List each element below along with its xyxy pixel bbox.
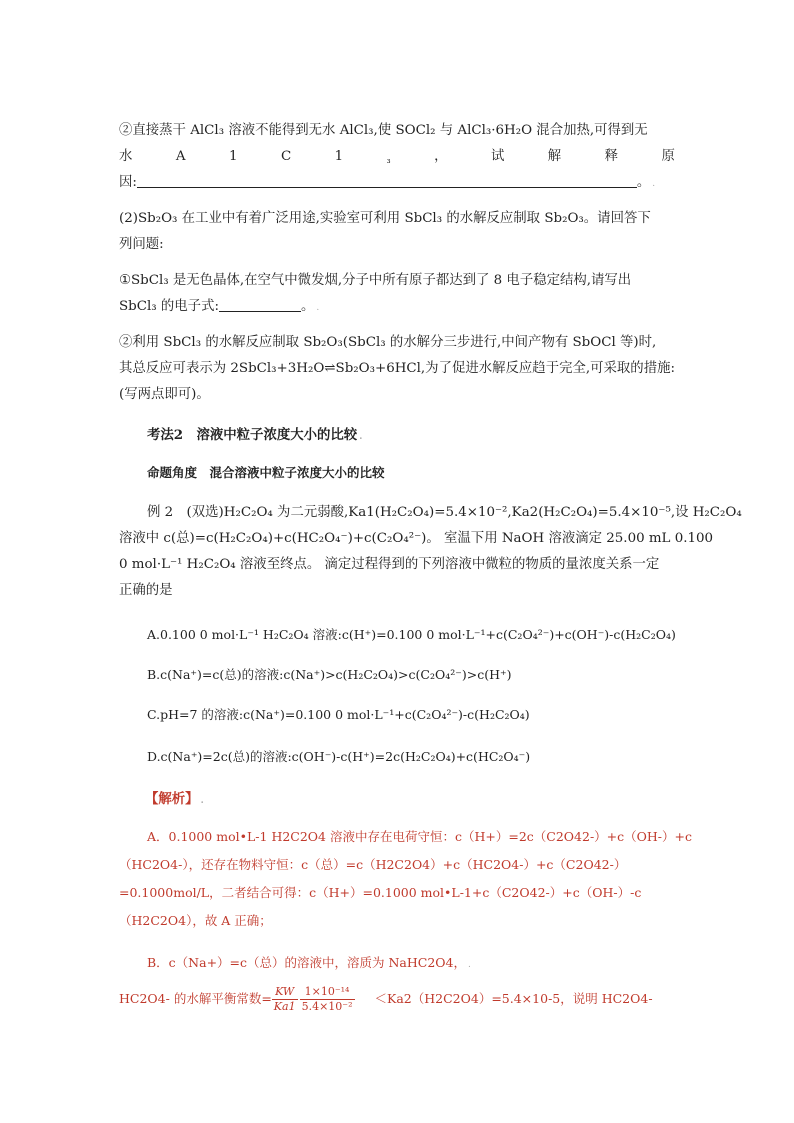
fraction-kw-ka1: $\frac{KW}{Ka1}$ (273, 985, 296, 1013)
spread-char: 释 (604, 149, 619, 164)
section-sb2o3-line2: 列问题: (119, 237, 164, 252)
example2-line2: 溶液中 c(总)=c(H₂C₂O₄)+c(HC₂O₄⁻)+c(C₂O₄²⁻)。 室温下用 NaOH 溶液滴定 25.00 mL 0.100 (119, 531, 714, 546)
fraction-values: $\frac{\text{1×10⁻¹⁴}}{\text{5.4×10⁻²}}$ (301, 985, 353, 1013)
answer-blank-electron-formula[interactable] (219, 297, 301, 312)
spread-char: ₃ (386, 155, 391, 166)
question-sbcl3-line1: ①SbCl₃ 是无色晶体,在空气中微发烟,分子中所有原子都达到了 8 电子稳定结构,请写出 (119, 273, 632, 288)
spread-char: 原 (661, 149, 675, 164)
analysis-b-line2: HC2O4- 的水解平衡常数= $\frac{KW}{Ka1}$ $\frac{\text{1×10⁻¹⁴}}{\text{5.4×10⁻²}}$ ＜Ka2（H2C2O4）=5.4×10-5，说明 HC2O4- (119, 985, 653, 1013)
option-c[interactable]: C.pH=7 的溶液:c(Na⁺)=0.100 0 mol·L⁻¹+c(C₂O₄²⁻)-c(H₂C₂O₄) (147, 707, 530, 722)
example2-line4: 正确的是 (119, 583, 173, 598)
spread-char: A (175, 149, 186, 164)
spread-char: 解 (547, 149, 562, 164)
option-d[interactable]: D.c(Na⁺)=2c(总)的溶液:c(OH⁻)-c(H⁺)=2c(H₂C₂O₄)+c(HC₂O₄⁻) (147, 749, 531, 764)
analysis-a-line4: （H2C2O4），故 A 正确； (119, 913, 272, 928)
question-alcl3-line3: 因: 。 . (119, 175, 656, 190)
spread-char: 试 (490, 149, 505, 164)
question-hydrolysis-line2: 其总反应可表示为 2SbCl₃+3H₂O⇌Sb₂O₃+6HCl,为了促进水解反应趋于完全,可采取的措施: (119, 361, 675, 376)
question-hydrolysis-line3: (写两点即可)。 (119, 387, 210, 402)
spread-char: 1 (334, 149, 344, 164)
spread-char: 1 (228, 149, 238, 164)
spread-char: ， (434, 149, 448, 164)
analysis-b-line1: B．c（Na+）=c（总）的溶液中，溶质为 NaHC2O4， . (147, 955, 471, 970)
section-sb2o3-line1: (2)Sb₂O₃ 在工业中有着广泛用途,实验室可利用 SbCl₃ 的水解反应制取 Sb₂O₃。请回答下 (119, 211, 651, 226)
analysis-a-line1: A．0.1000 mol•L-1 H2C2O4 溶液中存在电荷守恒：c（H+）=2c（C2O42-）+c（OH-）+c (147, 829, 693, 844)
question-alcl3-line2 (119, 144, 675, 170)
example2-line3: 0 mol·L⁻¹ H₂C₂O₄ 溶液至终点。 滴定过程得到的下列溶液中微粒的物质的量浓度关系一定 (119, 557, 660, 572)
question-alcl3-line1: ②直接蒸干 AlCl₃ 溶液不能得到无水 AlCl₃,使 SOCl₂ 与 AlCl₃·6H₂O 混合加热,可得到无 (119, 123, 648, 138)
question-hydrolysis-line1: ②利用 SbCl₃ 的水解反应制取 Sb₂O₃(SbCl₃ 的水解分三步进行,中间产物有 SbOCl 等)时, (119, 335, 657, 350)
analysis-a-line2: （HC2O4-），还存在物料守恒：c（总）=c（H2C2O4）+c（HC2O4-）+c（C2O42-） (119, 857, 627, 872)
option-b[interactable]: B.c(Na⁺)=c(总)的溶液:c(Na⁺)>c(H₂C₂O₄)>c(C₂O₄²⁻)>c(H⁺) (147, 667, 512, 682)
example2-line1: 例 2 (双选)H₂C₂O₄ 为二元弱酸,Ka1(H₂C₂O₄)=5.4×10⁻²,Ka2(H₂C₂O₄)=5.4×10⁻⁵,设 H₂C₂O₄ (147, 505, 742, 520)
analysis-tag: 【解析】 . (145, 791, 204, 807)
spread-char: 水 (119, 149, 133, 164)
analysis-a-line3: =0.1000mol/L，二者结合可得：c（H+）=0.1000 mol•L-1+c（C2O42-）+c（OH-）-c (119, 885, 642, 900)
heading-question-angle: 命题角度 混合溶液中粒子浓度大小的比较 (147, 465, 385, 480)
heading-method-2: 考法2 溶液中粒子浓度大小的比较 . (147, 427, 363, 443)
question-sbcl3-line2: SbCl₃ 的电子式: 。 . (119, 299, 320, 314)
option-a[interactable]: A.0.100 0 mol·L⁻¹ H₂C₂O₄ 溶液:c(H⁺)=0.100 0 mol·L⁻¹+c(C₂O₄²⁻)+c(OH⁻)-c(H₂C₂O₄) (147, 627, 676, 642)
spread-char: C (280, 149, 292, 164)
answer-blank-alcl3[interactable] (137, 173, 637, 188)
